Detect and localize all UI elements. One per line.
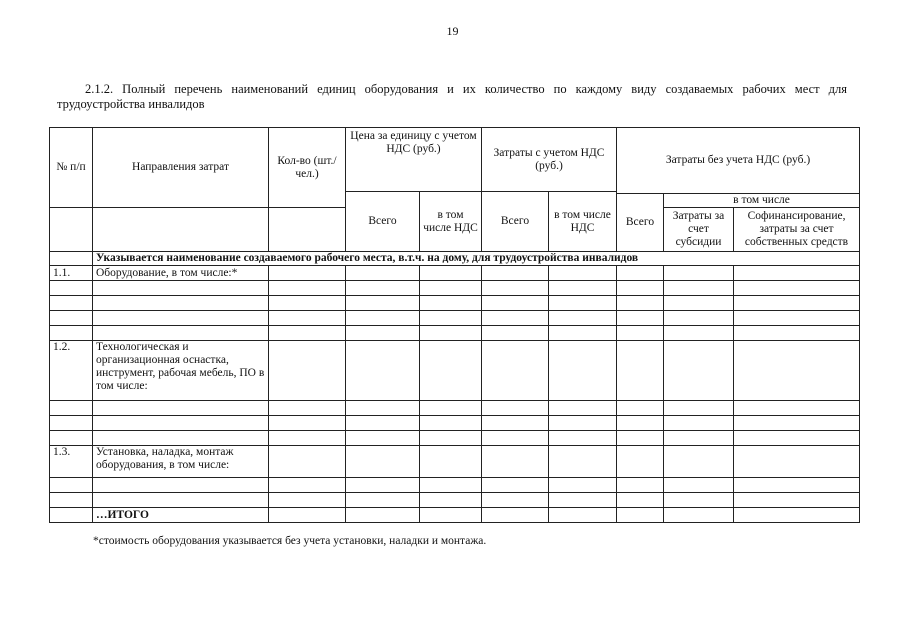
row-label: Технологическая и организационная оснастка, инструмент, рабочая мебель, ПО в том числе: <box>93 341 269 401</box>
section-heading: 2.1.2. Полный перечень наименований единиц оборудования и их количество по каждому виду создаваемых рабочих мест для трудоустройства инвалидов <box>57 82 847 111</box>
page-number: 19 <box>446 24 459 38</box>
total-label: …ИТОГО <box>93 508 269 523</box>
sub-subsidy: Затраты за счет субсидии <box>664 208 734 252</box>
sub-total-novat: Всего <box>617 194 664 252</box>
header-direction: Направления затрат <box>93 128 269 208</box>
header-price-vat: Цена за единицу с учетом НДС (руб.) <box>346 128 482 192</box>
sub-cofinance: Софинансирование, затраты за счет собственных средств <box>734 208 860 252</box>
sub-total-price: Всего <box>346 192 420 252</box>
table-row <box>50 446 860 478</box>
header-qty: Кол-во (шт./чел.) <box>269 128 346 208</box>
header-cost-novat: Затраты без учета НДС (руб.) <box>617 128 860 194</box>
header-cost-vat: Затраты с учетом НДС (руб.) <box>482 128 617 192</box>
row-num: 1.1. <box>50 266 93 281</box>
footnote: *стоимость оборудования указывается без учета установки, наладки и монтажа. <box>93 535 487 547</box>
row-label: Установка, наладка, монтаж оборудования, в том числе: <box>93 446 269 478</box>
row-label: Оборудование, в том числе:* <box>93 266 269 281</box>
workplace-row: Указывается наименование создаваемого рабочего места, в.т.ч. на дому, для трудоустройства инвалидов <box>93 252 860 266</box>
table-row <box>50 341 860 401</box>
sub-incl-vat-price: в том числе НДС <box>420 192 482 252</box>
table-row <box>50 266 860 281</box>
total-row <box>50 508 860 523</box>
equipment-cost-table <box>49 127 860 523</box>
header-num: № п/п <box>50 128 93 208</box>
row-num: 1.2. <box>50 341 93 401</box>
row-num: 1.3. <box>50 446 93 478</box>
sub-total-cost: Всего <box>482 192 549 252</box>
sub-incl: в том числе <box>664 194 860 208</box>
sub-incl-vat-cost: в том числе НДС <box>549 192 617 252</box>
